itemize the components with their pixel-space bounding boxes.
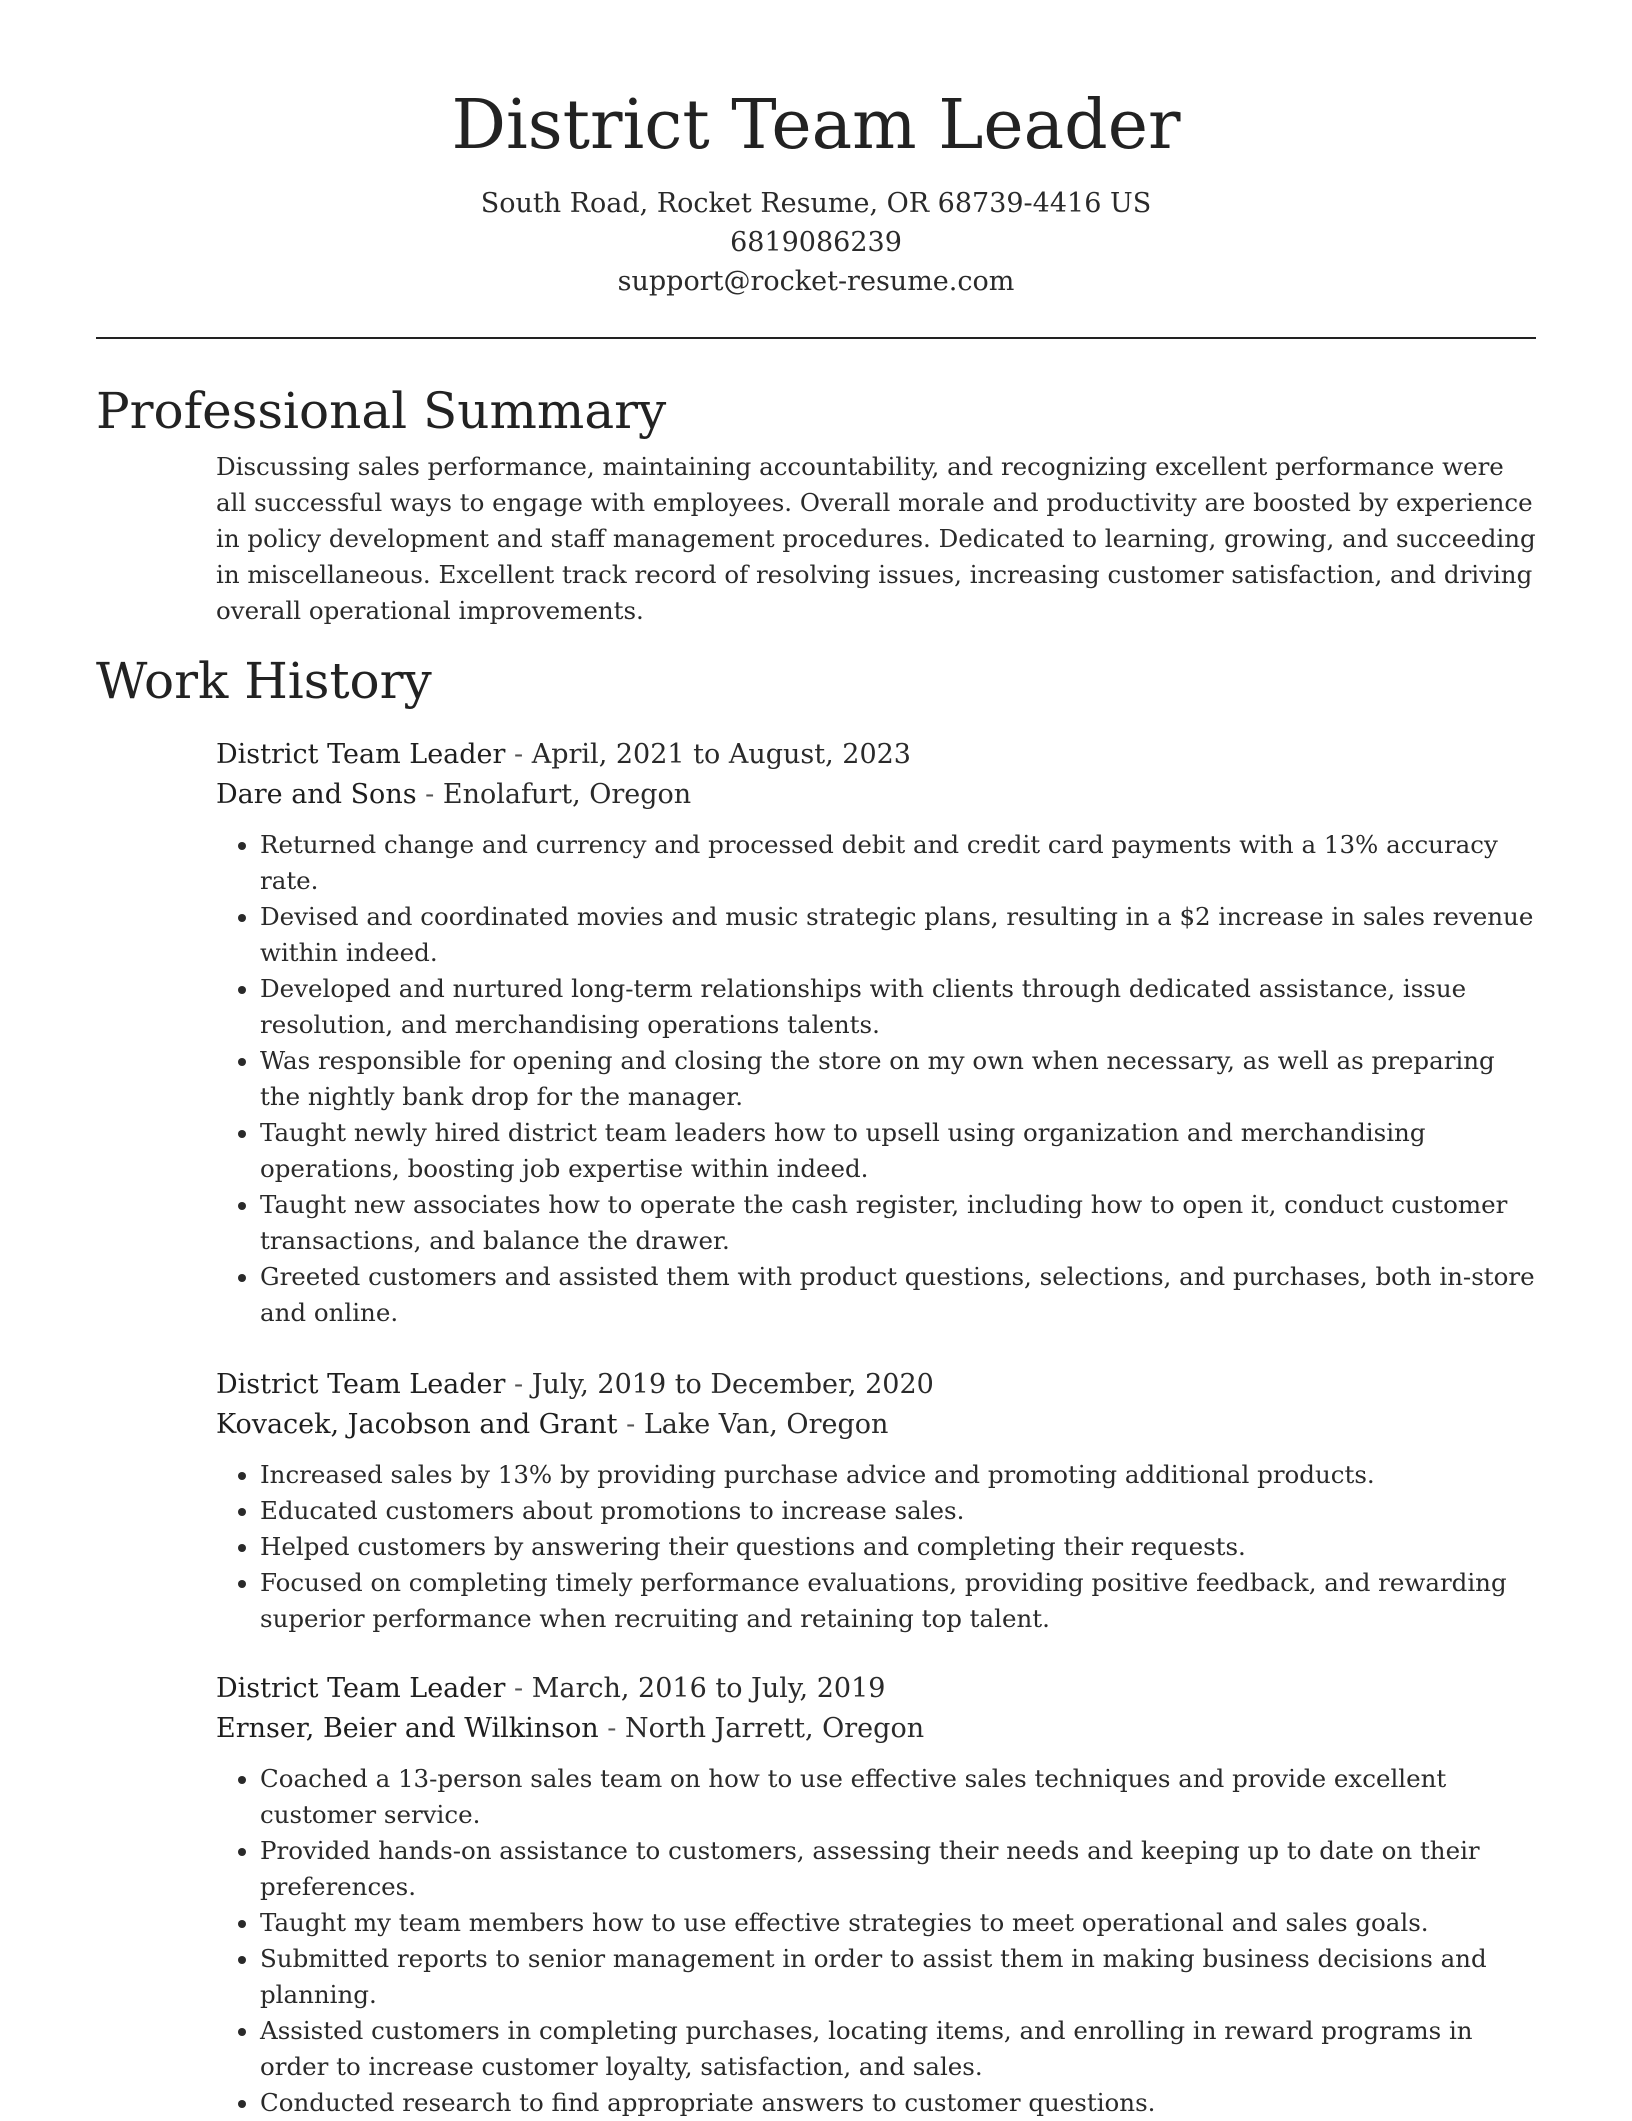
bullet-item: • Coached a 13-person sales team on how to use effective sales techniques and provide excellent customer service. [260,1761,1536,1833]
job-title-line [216,1669,1536,1709]
job-title-line [216,1365,1536,1405]
job-title: District Team Leader [216,1673,506,1704]
job-title-line [216,735,1536,775]
job-bullets [216,1457,1536,1637]
bullet-item: • Taught new associates how to operate the cash register, including how to open it, conduct customer transactions, and balance the drawer. [260,1187,1536,1259]
job-bullets [216,1761,1536,2121]
company-line [216,775,1536,815]
bullet-item: • Provided hands-on assistance to customers, assessing their needs and keeping up to date on their preferences. [260,1833,1536,1905]
summary-text: Discussing sales performance, maintaining accountability, and recognizing excellent performance were all successful ways to engage with employees. Overall morale and productivity are boosted by experience in policy development and staff management procedures. Dedicated to learning, growing, and succeeding in miscellaneous. Excellent track record of resolving issues, increasing customer satisfaction, and driving overall operational improvements. [216,452,1536,625]
address: South Road, Rocket Resume, OR 68739-4416 US [480,188,1152,219]
resume-page [96,0,1536,2121]
job-entry [216,1365,1536,1637]
bullet-item: • Submitted reports to senior management in order to assist them in making business decisions and planning. [260,1941,1536,2013]
bullet-item: • Taught my team members how to use effective strategies to meet operational and sales goals. [260,1905,1536,1941]
bullet-item: • Returned change and currency and processed debit and credit card payments with a 13% accuracy rate. [260,827,1536,899]
company-name: Kovacek, Jacobson and Grant [216,1409,618,1440]
job-dates: March, 2016 to July, 2019 [531,1673,886,1704]
separator: - [598,1713,625,1744]
job-title: District Team Leader [216,739,506,770]
work-history-heading: Work History [96,652,432,710]
summary-heading: Professional Summary [96,382,667,440]
company-line [216,1709,1536,1749]
company-name: Dare and Sons [216,779,417,810]
job-entry [216,735,1536,1331]
bullet-item: • Focused on completing timely performance evaluations, providing positive feedback, and rewarding superior performance when recruiting and retaining top talent. [260,1565,1536,1637]
separator: - [505,739,532,770]
bullet-item: • Assisted customers in completing purchases, locating items, and enrolling in reward programs in order to increase customer loyalty, satisfaction, and sales. [260,2013,1536,2085]
job-location: Lake Van, Oregon [643,1409,889,1440]
header-divider [96,337,1536,339]
bullet-item: • Was responsible for opening and closing the store on my own when necessary, as well as preparing the nightly bank drop for the manager. [260,1043,1536,1115]
contact-info [96,184,1536,301]
resume-header [96,0,1536,301]
bullet-item: • Educated customers about promotions to increase sales. [260,1493,1536,1529]
bullet-item: • Greeted customers and assisted them with product questions, selections, and purchases, both in-store and online. [260,1259,1536,1331]
job-dates: April, 2021 to August, 2023 [531,739,911,770]
job-location: North Jarrett, Oregon [624,1713,925,1744]
job-title: District Team Leader [216,1369,506,1400]
bullet-item: • Helped customers by answering their questions and completing their requests. [260,1529,1536,1565]
job-bullets [216,827,1536,1331]
bullet-item: • Increased sales by 13% by providing purchase advice and promoting additional products. [260,1457,1536,1493]
separator: - [416,779,443,810]
bullet-item: • Developed and nurtured long-term relationships with clients through dedicated assistance, issue resolution, and merchandising operations talents. [260,971,1536,1043]
phone-number: 6819086239 [730,227,902,258]
candidate-name: District Team Leader [451,86,1181,165]
bullet-item: • Conducted research to find appropriate answers to customer questions. [260,2085,1536,2121]
job-entry [216,1669,1536,2121]
separator: - [505,1673,532,1704]
company-name: Ernser, Beier and Wilkinson [216,1713,599,1744]
job-dates: July, 2019 to December, 2020 [531,1369,934,1400]
separator: - [617,1409,644,1440]
company-line [216,1405,1536,1445]
bullet-item: • Devised and coordinated movies and music strategic plans, resulting in a $2 increase in sales revenue within indeed. [260,899,1536,971]
bullet-item: • Taught newly hired district team leaders how to upsell using organization and merchandising operations, boosting job expertise within indeed. [260,1115,1536,1187]
job-location: Enolafurt, Oregon [442,779,692,810]
separator: - [505,1369,532,1400]
email-address: support@rocket-resume.com [617,266,1015,297]
